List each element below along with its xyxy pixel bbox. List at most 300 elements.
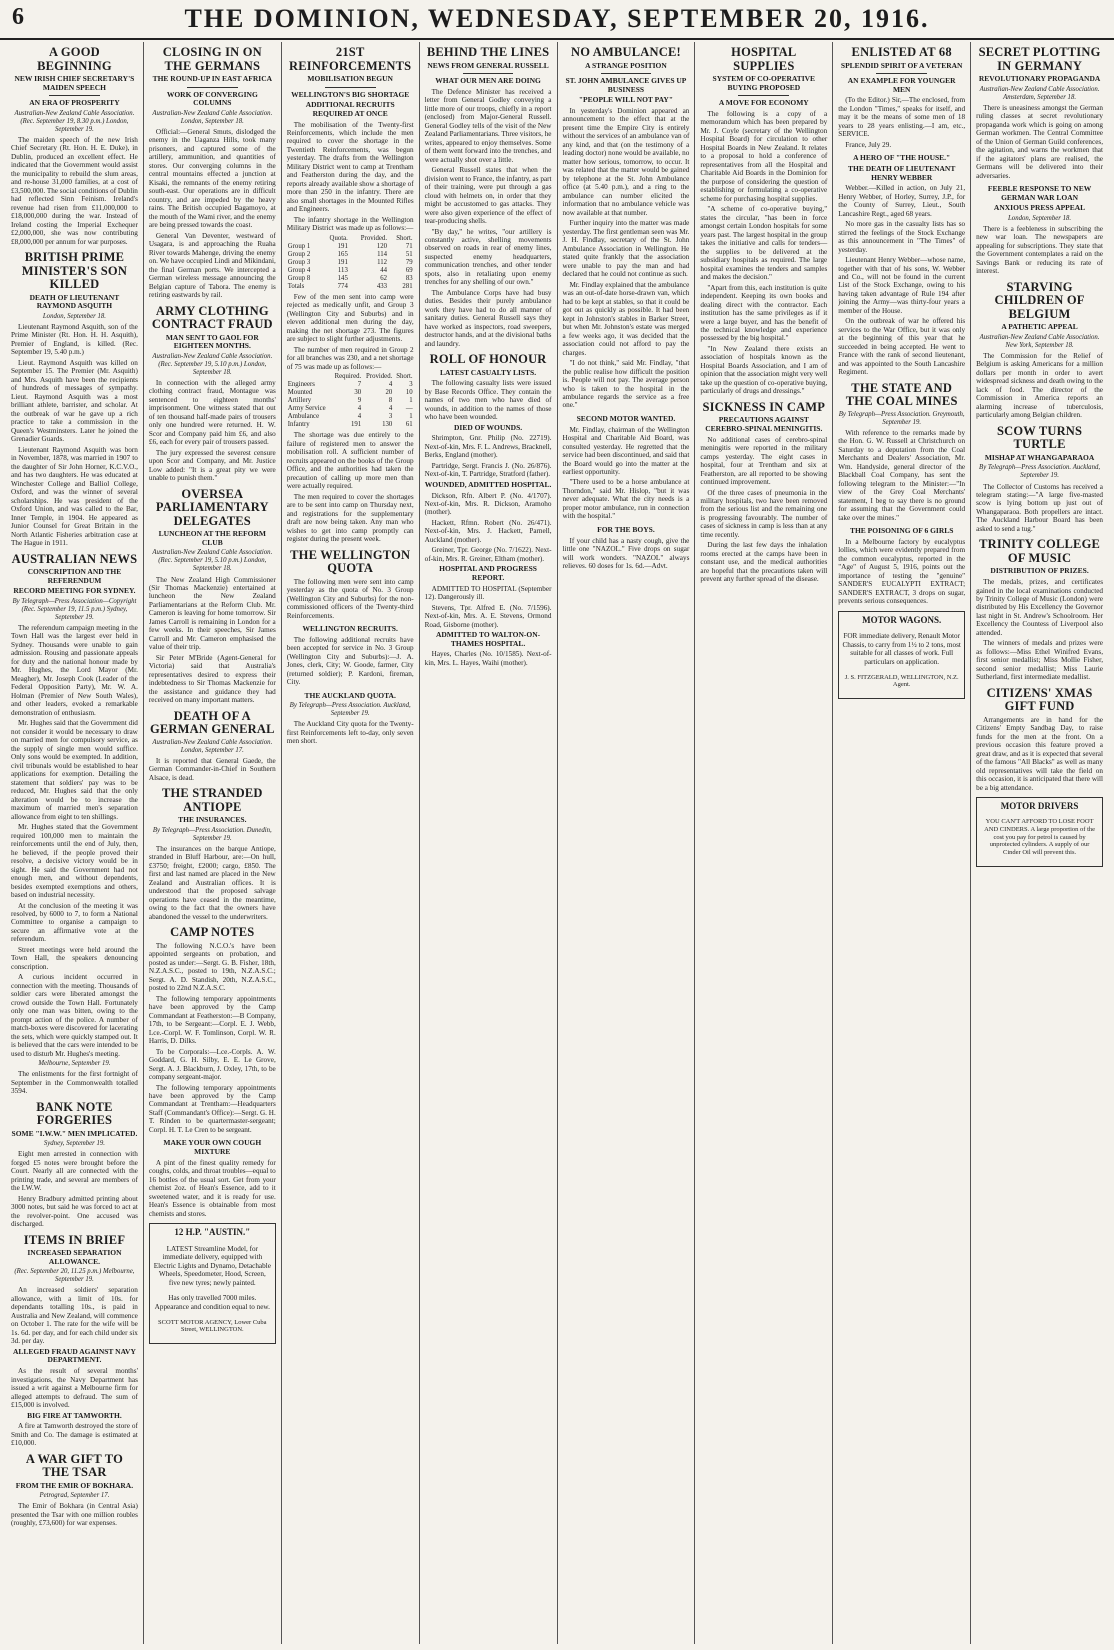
subheadline: THE INSURANCES. xyxy=(178,815,247,825)
table-cell: 30 xyxy=(354,389,362,397)
subheadline: RECORD MEETING FOR SYDNEY. xyxy=(13,586,136,596)
paragraph: There is uneasiness amongst the German ruling classes at secret revolutionary propaganda work which is going on among German workmen. The Central Committee of the Union of German Guild conferences, the agitation, and warns the workmen that if the agitators' plans are realised, the Germans will be delivered into their adversaries. xyxy=(976,103,1103,180)
subheadline: A HERO OF "THE HOUSE." xyxy=(853,153,951,163)
table-cell: 4 xyxy=(388,381,393,389)
story-poisoning-of-girls xyxy=(838,527,965,606)
paragraph: "There used to be a horse ambulance at Thorndon," said Mr. Hislop, "but it was never adequate. What the city needs is a proper motor ambulance, run in connection with the hospital." xyxy=(562,478,690,521)
table-cell: 51 xyxy=(405,250,413,258)
subheadline: THE POISONING OF 6 GIRLS xyxy=(849,526,954,536)
paragraph: The following additional recruits have been accepted for service in No. 3 Group (Wellington City and Suburbs):—J. A. Jones, clerk, City; W. Goode, farmer, City (returned soldier); P. Kardoni, fireman, City. xyxy=(286,635,414,687)
subheadline: FROM THE EMIR OF BOKHARA. xyxy=(15,1480,134,1490)
story-second-motor xyxy=(563,415,690,521)
dateline: By Telegraph—Press Association—Copyright (Rec. September 19, 11.5 p.m.) Sydney, September 19. xyxy=(12,597,137,621)
subheadline: ADMITTED TO WALTON-ON-THAMES HOSPITAL. xyxy=(435,630,541,648)
headline: ARMY CLOTHING CONTRACT FRAUD xyxy=(151,303,273,332)
table-cell: Engineers xyxy=(287,381,315,389)
column-5 xyxy=(558,42,696,1644)
paragraph: General Van Deventer, westward of Usagara, is and approaching the Ruaha River towards Mahenge, driving the enemy on. We have occupied Lindi and Mikindani, the final German ports. We intercepted a German wireless message announcing the Belgian capture of Tabora. The enemy is retiring eastwards by rail. xyxy=(148,231,276,300)
table-cell: 433 xyxy=(376,282,388,290)
story-starving-children xyxy=(976,281,1103,420)
subheadline: REVOLUTIONARY PROPAGANDA xyxy=(978,74,1101,83)
paragraph: Further inquiry into the matter was made yesterday. The first gentleman seen was Mr. J. H. Findlay, secretary of the St. John Ambulance Association in Wellington. He stated quite frankly that the association were unable to pay the man and had declared that he could not continue as such. xyxy=(562,219,690,279)
subheadline: SYSTEM OF CO-OPERATIVE BUYING PROPOSED xyxy=(712,74,816,92)
story-21st-reinforcements xyxy=(287,46,414,544)
table-cell: 71 xyxy=(405,242,413,250)
paragraph: Of the three cases of pneumonia in the military hospitals, two have been removed from the serious list and the remaining one is progressing favourably. The number of cases of sickness in camp is less than at any time recently. xyxy=(700,488,828,539)
table-cell: 191 xyxy=(351,421,362,429)
table-cell: 120 xyxy=(376,242,388,250)
paragraph: "A scheme of co-operative buying," states the circular, "has been in force amongst certain London hospitals for some years past. The largest hospital in the group takes the initiative and calls for tenders—the supplies to be delivered at the subsidiary hospitals as required. The large hospital examines the tenders and samples and makes the decision." xyxy=(700,205,828,282)
subheadline: INCREASED SEPARATION ALLOWANCE. xyxy=(27,1248,122,1266)
story-secret-plotting xyxy=(976,46,1103,180)
paragraph: The Emir of Bokhara (in Central Asia) presented the Tsar with one million roubles (roughly, £73,600) for war expenses. xyxy=(11,1502,138,1528)
dateline: Sydney, September 19. xyxy=(43,1140,106,1148)
paragraph: The mobilisation of the Twenty-first Reinforcements, which include the men required to cover the shortage in the Twentieth Reinforcements, was begun yesterday. The drafts from the Wellington Military District went to camp at Trentham and Featherston during the day, and the reports already available show a shortage of more than 250 in the infantry. There are also small shortages in the Mounted Rifles and Engineers. xyxy=(286,120,414,214)
table-cell: Group 1 xyxy=(287,242,311,250)
table-cell: 112 xyxy=(377,258,388,266)
story-german-general-death xyxy=(149,710,276,782)
column-2 xyxy=(144,42,282,1644)
paragraph: "Apart from this, each institution is quite independent. Keeping its own books and dealing direct with the contractor. Each institution has the same privileges as if it were a large buyer, and has the benefit of the technical knowledge and experience possessed by the big hospital." xyxy=(700,283,828,343)
subheadline: SPLENDID SPIRIT OF A VETERAN xyxy=(840,60,963,70)
table-cell: Group 2 xyxy=(287,250,311,258)
headline: ITEMS IN BRIEF xyxy=(23,1232,126,1247)
table-cell: 191 xyxy=(337,258,348,266)
paragraph: The infantry shortage in the Wellington Military District was made up as follows:— xyxy=(286,215,414,233)
subheadline: ANXIOUS PRESS APPEAL xyxy=(993,203,1086,213)
headline: OVERSEA PARLIAMENTARY DELEGATES xyxy=(155,486,269,528)
paragraph: On the outbreak of war he offered his services to the War Office, but it was only at the beginning of this year that he succeeded in being accepted. He went to France with the rank of second lieutenant, and was appointed to the South Lancashire Regiment. xyxy=(838,317,966,377)
paragraph: Mr. Findlay explained that the ambulance was an out-of-date horse-drawn van, which had to be kept at stables, so that it could be got out as quickly as possible. It had been kept in Johnston's stables in Barker Street, but when Mr. Johnston's estate was merged a few weeks ago, it was decided that the association could not afford to pay the charges. xyxy=(562,280,690,357)
subheadline: LATEST CASUALTY LISTS. xyxy=(440,367,537,377)
paragraph: If your child has a nasty cough, give the little one "NAZOL." Five drops on sugar will work wonders. "NAZOL" always relieves. 60 doses for 1s. 6d.—Advt. xyxy=(562,536,690,570)
table-cell: 8 xyxy=(388,397,393,405)
table-row xyxy=(287,243,414,251)
subheadline: MAKE YOUR OWN COUGH MIXTURE xyxy=(163,1138,262,1157)
story-no-ambulance xyxy=(563,46,690,410)
table-cell: 1 xyxy=(409,413,413,421)
subheadline: WORK OF CONVERGING COLUMNS xyxy=(166,89,258,108)
story-items-in-brief xyxy=(11,1234,138,1448)
table-cell: Mounted xyxy=(287,389,313,397)
table-header-cell xyxy=(287,235,321,243)
group2-table xyxy=(287,373,414,429)
subheadline: SOME "I.W.W." MEN IMPLICATED. xyxy=(11,1128,138,1138)
table-cell: Group 4 xyxy=(287,266,311,274)
story-sickness-in-camp xyxy=(700,401,827,584)
dateline: By Telegraph—Press Association. Auckland, September 19. xyxy=(979,464,1101,480)
table-cell: 10 xyxy=(405,389,413,397)
masthead-title: THE DOMINION, WEDNESDAY, SEPTEMBER 20, 1916. xyxy=(184,4,930,33)
advertisement-motor-drivers xyxy=(976,797,1103,867)
story-army-clothing-fraud xyxy=(149,305,276,483)
headline: ROLL OF HONOUR xyxy=(429,352,547,367)
story-for-the-boys xyxy=(563,526,690,571)
column-6 xyxy=(695,42,833,1644)
headline: THE WELLINGTON QUOTA xyxy=(290,547,411,576)
subheadline: NEWS FROM GENERAL RUSSELL xyxy=(427,60,549,70)
subheadline: MAN SENT TO GAOL FOR EIGHTEEN MONTHS. xyxy=(165,332,259,351)
subheadline: WOUNDED, ADMITTED HOSPITAL. xyxy=(424,479,552,489)
paragraph: The following men were sent into camp yesterday as the quota of No. 3 Group (Wellington City and Suburbs) for the non-commissioned officers of the Twenty-third Reinforcements. xyxy=(286,577,414,620)
headline: A WAR GIFT TO THE TSAR xyxy=(25,1451,124,1480)
column-7 xyxy=(833,42,971,1644)
story-australian-news xyxy=(11,553,138,1096)
paragraph: Greiner, Tpr. George (No. 7/1622). Next-of-kin, Mrs. R. Greiner, Eltham (mother). xyxy=(424,546,552,563)
paragraph: Official:—General Smuts, dislodged the enemy in the Uaganza Hills, took many prisoners, and captured some of the artillery, ammunition, and quantities of stores. Our converging columns in the central mountains effected a junction at Kisaki, the remnants of the enemy retiring south-east. Our operations are in difficult country, and are impeded by the heavy rains. The British occupied Bagamoyo, at the mouth of the Wami river, and the enemy are being pressed towards the coast. xyxy=(148,127,276,230)
table-cell: 4 xyxy=(357,405,362,413)
table-cell: 774 xyxy=(337,282,348,290)
dateline: (Rec. September 20, 11.25 p.m.) Melbourne, September 19. xyxy=(14,1268,135,1284)
headline: THE STRANDED ANTIOPE xyxy=(161,786,263,814)
dateline: Australian-New Zealand Cable Association. London, September 17. xyxy=(152,738,273,754)
divider xyxy=(49,95,100,96)
table-row xyxy=(287,421,414,429)
subheadline: DIED OF WOUNDS. xyxy=(453,422,523,432)
headline: 21ST REINFORCEMENTS xyxy=(289,45,412,73)
subheadline: HOSPITAL AND PROGRESS REPORT. xyxy=(439,564,537,582)
table-cell: 3 xyxy=(388,413,393,421)
quota-table xyxy=(287,235,414,291)
headline: STARVING CHILDREN OF BELGIUM xyxy=(994,279,1085,321)
paragraph: (To the Editor.) Sir,—The enclosed, from the London "Times," speaks for itself, and may it be the means of some men of 18 years to 28 years enlisting.—I am, etc., SERVICE. xyxy=(838,96,966,139)
table-cell: — xyxy=(405,405,413,413)
story-roll-of-honour xyxy=(425,353,552,667)
paragraph: Webber.—Killed in action, on July 21, Henry Webber, of Horley, Surrey, J.P., for the County of Surrey, Lieut., South Lancashire Regt., aged 68 years. xyxy=(838,184,966,218)
table-cell: 113 xyxy=(337,266,348,274)
table-cell: 83 xyxy=(405,274,413,282)
table-cell: 281 xyxy=(402,282,413,290)
subheadline: WELLINGTON RECRUITS. xyxy=(302,624,398,634)
paragraph: Mr. Hughes said that the Government did not consider it would be necessary to draw on married men for compulsory service, as the supply of single men would suffice. Only sons would be exempted. In addition, civil tribunals would be established to hear applications for exemption. Detailing the statement that soldiers' pay was to be reduced, Mr. Hughes said that the only alteration would be to increase the maximum of married men's separation allowance from eight to ten shillings. xyxy=(11,719,138,821)
column-3 xyxy=(282,42,420,1644)
paragraph: A curious incident occurred in connection with the meeting. Thousands of soldier cars were liberated amongst the crowd outside the Town Hall. Fortunately only one man was bitten, owing to the prompt action of the police. A number of match-boxes were discovered for lacerating the sets, which were quickly stamped out. It is believed that the cars were intended to be used to disturb Mr. Hughes's meeting. xyxy=(11,973,138,1058)
paragraph: The following casualty lists were issued by Base Records Office. They contain the names of two men who have died of wounds, in addition to the names of those who have been wounded. xyxy=(424,379,552,422)
table-header-cell: Short. xyxy=(396,373,413,381)
dateline: London, September 18. xyxy=(1008,214,1072,222)
headline: BRITISH PRIME MINISTER'S SON KILLED xyxy=(21,250,128,292)
story-bank-note-forgeries xyxy=(11,1101,138,1229)
ad-text: J. S. FITZGERALD, WELLINGTON, N.Z. Agent. xyxy=(844,673,959,689)
paragraph: Partridge, Sergt. Francis J. (No. 26/876). Next-of-kin, T. Partridge, Stratford (father). xyxy=(424,461,552,479)
advertisement-motor-wagons xyxy=(838,611,965,700)
paragraph: With reference to the remarks made by the Hon. G. W. Russell at Christchurch on Saturday to a deputation from the Coal Merchants and Dealers' Association, Mr. Wm. Handyside, general director of the Blackball Coal Company, has sent the following telegram to the Minister:—"In view of the Grey Coal Merchants' statement, I beg to say there is no ground for assuming that the Government could take over the mines." xyxy=(838,428,966,522)
ad-text: LATEST Streamline Model, for immediate delivery, equipped with Electric Lights and Dynamo, Detachable Wheels, Speedometer, Hood, Screen, five new tyres; newly painted. xyxy=(153,1244,271,1287)
paragraph: Mr. Hughes stated that the Government required 100,000 men to maintain the reinforcements until the end of July, then, he believed, if the people proved their resolve, a decisive victory would be in sight. He said the Government had not enough men, and without dependents, besides exempted exemptions and others, based on industrial necessity. xyxy=(11,823,138,900)
story-trinity-college xyxy=(976,538,1103,681)
subheadline: WELLINGTON'S BIG SHORTAGE xyxy=(291,89,410,99)
subheadline: ST. JOHN AMBULANCE GIVES UP BUSINESS xyxy=(565,76,687,94)
subheadline: AN ERA OF PROSPERITY xyxy=(29,98,120,108)
headline: THE STATE AND THE COAL MINES xyxy=(845,380,958,409)
table-cell: 69 xyxy=(405,266,413,274)
subheadline: THE DEATH OF LIEUTENANT HENRY WEBBER xyxy=(848,163,956,182)
headline: BEHIND THE LINES xyxy=(426,45,550,59)
story-xmas-gift-fund xyxy=(976,687,1103,792)
paragraph: No additional cases of cerebro-spinal meningitis were reported in the military camps yesterday. The eight cases in hospital, four at Trentham and six at Featherston, are all reported to be showing continued improvement. xyxy=(700,435,828,487)
story-war-loan xyxy=(976,185,1103,276)
subheadline: DISTRIBUTION OF PRIZES. xyxy=(990,566,1089,576)
table-header-cell: Short. xyxy=(396,234,413,242)
paragraph: The Ambulance Corps have had busy duties. Besides their purely ambulance work they have had to do all manner of sanitary duties. General Russell says they have worked as inspectors, road sweepers, destructor hands, and at the divisional baths and laundry. xyxy=(424,288,552,348)
table-cell: Group 3 xyxy=(287,258,311,266)
paragraph: Hackett, Rfmn. Robert (No. 26/471). Next-of-kin, Mrs. J. Hackett, Parnell, Auckland (mother). xyxy=(424,518,552,544)
dateline: Petrograd, September 17. xyxy=(39,1492,110,1500)
story-hero-of-the-house xyxy=(838,154,965,377)
masthead xyxy=(0,0,1114,40)
subheadline: FEEBLE RESPONSE TO NEW GERMAN WAR LOAN xyxy=(987,184,1092,202)
table-header-cell xyxy=(287,373,331,381)
headline: CAMP NOTES xyxy=(170,925,255,940)
table-header-row xyxy=(287,373,414,381)
table-row xyxy=(287,381,414,389)
paragraph: "In New Zealand there exists an association of hospitals known as the Hospital Boards Association, and I am of opinion that the association might very well take up the question of co-operative buying, particularly of drugs and dressings." xyxy=(700,344,828,396)
subheadline: A MOVE FOR ECONOMY xyxy=(718,98,809,108)
paragraph: Lieutenant Raymond Asquith was born in November, 1878, was married in 1907 to the daughter of Sir John Horner, K.C.V.O., and has two daughters. He was educated at Winchester College and Balliol College, Oxford, and was the winner of several scholarships. He was president of the Oxford Union, and was called to the Bar, Inner Temple, in 1904. He appeared as Junior Counsel for Great Britain in the North Atlantic Fisheries arbitration case at The Hague in 1911. xyxy=(11,445,138,548)
table-cell: 44 xyxy=(380,266,388,274)
table-cell: Ambulance xyxy=(287,413,320,421)
subheadline: MOBILISATION BEGUN xyxy=(307,74,393,83)
table-header-cell: Quota. xyxy=(329,234,348,242)
table-row xyxy=(287,267,414,275)
column-4 xyxy=(420,42,558,1644)
subheadline: PRECAUTIONS AGAINST CEREBRO-SPINAL MENINGITIS. xyxy=(705,415,823,433)
column-8 xyxy=(971,42,1108,1644)
paragraph: The maiden speech of the new Irish Chief Secretary (Rt. Hon. H. E. Duke), in Dublin, produced an excellent effect. He indicated that the Government would assist the municipality to rebuild the slum areas, and re-house 31,000 families, at a cost of £3,500,000. The social conditions of Dublin had reflected Sinn Feinism. Ireland's revenue had risen from £11,000,000 to £18,000,000 during the war. Instead of Ireland costing the Imperial Exchequer £2,000,000, she was now contributing £8,000,000 per annum for war purposes. xyxy=(11,135,138,246)
subheadline: FOR THE BOYS. xyxy=(597,524,655,534)
divider xyxy=(325,87,376,88)
paragraph: The insurances on the barque Antiope, stranded in Bluff Harbour, are:—On hull, £3750; freight, £2000; cargo, £850. The first and last named are placed in the New Zealand and Australian offices. It is understood that the proposed salvage operations have ceased in the meantime, owing to the fact that the owners have abandoned the vessel to the underwriters. xyxy=(148,844,276,921)
story-camp-notes xyxy=(149,926,276,1134)
dateline: Australian-New Zealand Cable Association. (Rec. September 19, 5.10 p.m.) London, September 18. xyxy=(152,549,273,573)
headline: NO AMBULANCE! xyxy=(570,45,681,59)
subheadline: LUNCHEON AT THE REFORM CLUB xyxy=(158,529,266,547)
paragraph: The referendum campaign meeting in the Town Hall was the largest ever held in Sydney. Thousands were unable to gain admission. Rousing and passionate appeals for duty and the national honour made by Mr. Hughes, the Lord Mayor (Mr. Meagher), Mr. Joseph Cook (Leader of the Federal Opposition Party), Mr. W. A. Holman (Premier of New South Wales), and other leaders, evoked a remarkable demonstration of enthusiasm. xyxy=(11,624,138,717)
table-cell: 20 xyxy=(385,389,393,397)
paragraph: France, July 29. xyxy=(845,140,892,149)
dateline: By Telegraph—Press Association. Dunedin, September 19. xyxy=(152,826,272,842)
dateline: Australian-New Zealand Cable Association. London, September 18. xyxy=(152,109,273,125)
table-row xyxy=(287,251,414,259)
paragraph: The shortage was due entirely to the failure of registered men to answer the mobilisation roll. A sufficient number of recruits appeared on the books of the Group Office, and the authorities had taken the precaution of calling up more men than were actually required. xyxy=(286,431,414,491)
story-a-good-beginning xyxy=(11,46,138,246)
table-cell: Group 8 xyxy=(287,274,311,282)
paragraph: "By day," he writes, "our artillery is constantly active, shelling movements observed on roads in rear of enemy lines, suspected enemy headquarters, communication trenches, and other tender spots, also in retaliating upon enemy trenches for any shelling of our own." xyxy=(424,227,552,287)
subheadline: THE AUCKLAND QUOTA. xyxy=(304,690,396,700)
dateline: By Telegraph—Press Association. Greymouth, September 19. xyxy=(838,410,965,426)
table-cell: 61 xyxy=(405,421,413,429)
headline: ENLISTED AT 68 xyxy=(851,45,952,59)
subheadline: ALLEGED FRAUD AGAINST NAVY DEPARTMENT. xyxy=(13,1346,136,1365)
dateline: Australian-New Zealand Cable Association. (Rec. September 19, 5.10 p.m.) London, September 18. xyxy=(152,352,273,376)
paragraph: No more gas in the casualty lists has so stirred the feelings of the Stock Exchange as this announcement in "The Times" of yesterday. xyxy=(838,220,966,254)
story-wellington-recruits xyxy=(287,625,414,687)
dateline: Australian-New Zealand Cable Association. New York, September 18. xyxy=(979,333,1100,349)
paragraph: Lieutenant Henry Webber—whose name, together with that of his sons, W. Webber and Co., will not be found in the current List of the Stock Exchange, owing to his having taken advantage of Rule 194 after joining the Army—was thirty-four years a member of the House. xyxy=(838,256,966,315)
table-header-cell: Required. xyxy=(334,373,362,381)
paragraph: It is reported that General Gaede, the German Commander-in-Chief in Southern Alsace, is dead. xyxy=(148,756,276,782)
ad-text: Has only travelled 7000 miles. Appearance and condition equal to new. xyxy=(154,1294,270,1311)
dateline: Australian-New Zealand Cable Association. (Rec. September 19, 8.30 p.m.) London, September 19. xyxy=(14,109,135,133)
paragraph: An increased soldiers' separation allowance, with a limit of 10s. for dependants totalling 10s., is paid in Australia and New Zealand, will commence on October 1. The rate for the wife will be 1s. 6d. per day, and for each child under six 3d. per day. xyxy=(11,1286,138,1346)
subheadline: AN EXAMPLE FOR YOUNGER MEN xyxy=(847,76,956,94)
paragraph: Street meetings were held around the Town Hall, the speakers denouncing conscription. xyxy=(11,945,138,971)
table-cell: 62 xyxy=(380,274,388,282)
paragraph: Lieutenant Raymond Asquith, son of the Prime Minister (Rt. Hon. H. H. Asquith), Premier of England, is killed. (Rec. September 19, 5.40 p.m.) xyxy=(11,322,138,357)
divider xyxy=(463,73,514,74)
paragraph: Lieut. Raymond Asquith was killed on September 15. The Premier (Mr. Asquith) and Mrs. Asquith have been the recipients of hundreds of messages of sympathy. Lieut. Raymond Asquith was a most brilliant athlete, barrister, and scholar. At the outbreak of war he gave up a rich practice to take a commission in the Queen's Westminsters. Later he joined the Grenadier Guards. xyxy=(11,358,138,444)
paragraph: The winners of medals and prizes were as follows:—Miss Ethel Winifred Evans, first senior medallist; Miss Mollie Fisher, second senior medallist; Miss Laurie Sutherland, first intermediate medallist. xyxy=(976,639,1103,682)
table-cell: 79 xyxy=(405,258,413,266)
subheadline: A STRANGE POSITION xyxy=(585,60,667,70)
story-closing-in-on-germans xyxy=(149,46,276,300)
table-row xyxy=(287,259,414,267)
subheadline: DEATH OF LIEUTENANT RAYMOND ASQUITH xyxy=(29,292,120,311)
paragraph: Sir Peter M'Bride (Agent-General for Victoria) said that Australia's representatives desired to express their indebtedness to Sir Thomas Mackenzie for the assistance and guidance they had received on many important matters. xyxy=(148,653,276,705)
table-header-cell: Provided. xyxy=(366,373,393,381)
paragraph: The enlistments for the first fortnight of September in the Commonwealth totalled 3594. xyxy=(11,1070,138,1096)
paragraph: General Russell states that when the division went to France, the infantry, as part of their training, were put through a gas cloud with helmets on, in order that they might be accustomed to gas attacks. They were also given experience of the effect of tear-producing shells. xyxy=(424,166,552,226)
headline: CLOSING IN ON THE GERMANS xyxy=(162,45,262,73)
story-stranded-antiope xyxy=(149,787,276,921)
story-oversea-delegates xyxy=(149,488,276,705)
paragraph: In yesterday's Dominion appeared an announcement to the effect that at the present time the Empire City is entirely without the services of an ambulance van of any kind, and that (on the testimony of a leading doctor) none would be available, no matter how serious, tomorrow, to occur. It was related that the matter would be gained by telephone at the St. John Ambulance office (at 5.40 p.m.), and a ring to the ambulance can number elicited the information that no ambulance vehicle was now available at that number. xyxy=(562,107,690,217)
subheadline: NEW IRISH CHIEF SECRETARY'S MAIDEN SPEECH xyxy=(14,74,135,92)
table-row xyxy=(287,389,414,397)
ad-headline: MOTOR WAGONS. xyxy=(862,614,942,625)
paragraph: The medals, prizes, and certificates gained in the local examinations conducted by Trinity College of Music (London) were distributed by His Excellency the Governor last night in St. Andrew's Schoolroom. Her Excellency the Countess of Liverpool also attended. xyxy=(976,578,1103,637)
paragraph: At the conclusion of the meeting it was resolved, by 6000 to 7, to form a National Committee to organise a campaign to secure an affirmative vote at the referendum. xyxy=(11,901,138,944)
table-row xyxy=(287,397,414,405)
story-cough-mixture xyxy=(149,1139,276,1218)
story-auckland-quota xyxy=(287,692,414,746)
headline: SECRET PLOTTING IN GERMANY xyxy=(978,45,1101,73)
paragraph: The Auckland City quota for the Twenty-first Reinforcements left to-day, only seven men short. xyxy=(286,720,414,746)
paragraph: The following temporary appointments have been approved by the Camp Commandant at Featherston:—B Company, 17th, to be Sergeant:—Corpl. E. J. Webb, Lce.-Corpl. W. F. Tomlinson, Corpl. W. R. Harris, D. Dilks. xyxy=(148,994,276,1046)
headline: TRINITY COLLEGE OF MUSIC xyxy=(979,537,1101,565)
story-behind-the-lines xyxy=(425,46,552,348)
story-enlisted-at-68 xyxy=(838,46,965,149)
paragraph: The New Zealand High Commissioner (Sir Thomas Mackenzie) entertained at luncheon the New Zealand Parliamentarians at the Reform Club. Mr. Cameron is leaving for home tomorrow. Sir James Carroll is remaining in London for a few weeks. In their speeches, Sir James Carroll and Mr. Cameron emphasised the value of their trip. xyxy=(148,575,276,652)
story-war-gift-to-tsar xyxy=(11,1453,138,1528)
ad-text: YOU CAN'T AFFORD TO LOSE FOOT AND CINDERS. A large proportion of the cost you pay for petrol is caused by unprotected cylinders. A supply of our Cinder Oil will prevent this. xyxy=(984,818,1096,856)
subheadline: CONSCRIPTION AND THE REFERENDUM xyxy=(27,567,122,585)
paragraph: During the last few days the inhalation rooms erected at the camps have been in constant use, and the medical authorities are hopeful that the precautions taken will prevent any further spread of the disease. xyxy=(700,541,828,584)
ad-text: FOR immediate delivery, Renault Motor Chassis, to carry from 1½ to 2 tons, most suitable for all classes of work. Full particulars on application. xyxy=(842,632,961,666)
table-row xyxy=(287,413,414,421)
paragraph: Stevens, Tpr. Alfred E. (No. 7/1596). Next-of-kin, Mrs. A. E. Stevens, Ormond Road, Gisborne (mother). xyxy=(424,603,552,629)
dateline: London, September 18. xyxy=(42,312,106,320)
headline: HOSPITAL SUPPLIES xyxy=(731,45,797,73)
advertisement-austin xyxy=(149,1223,276,1344)
paragraph: ADMITTED TO HOSPITAL (September 12). Dangerously ill. xyxy=(424,584,552,602)
table-row xyxy=(287,283,414,291)
divider xyxy=(187,87,238,88)
table-cell: 9 xyxy=(357,397,362,405)
subheadline: THE ROUND-UP IN EAST AFRICA xyxy=(152,74,273,83)
subheadline: ADDITIONAL RECRUITS REQUIRED AT ONCE xyxy=(305,100,395,118)
table-row xyxy=(287,405,414,413)
paragraph: "I do not think," said Mr. Findlay, "that the public realise how difficult the position is. People will not pay. The average person who is taken to the hospital in the ambulance regards the service as a free one." xyxy=(562,359,690,410)
table-cell: Totals xyxy=(287,282,305,290)
paragraph: The following N.C.O.'s have been appointed sergeants on probation, and posted as under:—Sergt. G. B. Fisher, 18th, N.Z.A.S.C., posted to 19th, N.Z.A.S.C.; Sergt. A. D. Standish, 20th, N.Z.A.S.C., posted to 22nd N.Z.A.S.C. xyxy=(148,941,276,993)
table-cell: 191 xyxy=(337,242,348,250)
paragraph: Eight men arrested in connection with forged £5 notes were brought before the Court. Nearly all are connected with the printing trade, and several are members of the I.W.W. xyxy=(11,1150,138,1193)
ad-text: SCOTT MOTOR AGENCY, Lower Cuba Street, WELLINGTON. xyxy=(158,1318,267,1334)
subheadline: BIG FIRE AT TAMWORTH. xyxy=(27,1410,122,1420)
story-state-and-coal-mines xyxy=(838,382,965,522)
table-cell: 3 xyxy=(409,381,413,389)
headline: A GOOD BEGINNING xyxy=(37,45,112,73)
paragraph: Few of the men sent into camp were rejected as medically unfit, and Group 3 (Wellington City and Suburbs) and in eleven additional men during the day, making the net shortage 273. The figures are subject to slight further adjustments. xyxy=(286,292,414,344)
table-cell: Artillery xyxy=(287,397,312,405)
table-cell: 165 xyxy=(337,250,348,258)
divider xyxy=(738,95,789,96)
ad-headline: MOTOR DRIVERS xyxy=(1000,801,1079,812)
subheadline: SECOND MOTOR WANTED. xyxy=(576,413,676,423)
table-cell: 130 xyxy=(382,421,393,429)
subheadline: "PEOPLE WILL NOT PAY" xyxy=(578,95,673,105)
headline: SCOW TURNS TURTLE xyxy=(996,423,1083,452)
paragraph: Arrangements are in hand for the Citizens' Empty Sandbag Day, to raise funds for the men at the front. On a previous occasion this feature proved a great draw, and as it is expected that several of the famous "All Blacks" as well as many old representatives will take the field on this occasion, it is anticipated that there will be a big attendance. xyxy=(976,715,1103,792)
table-cell: 4 xyxy=(388,405,393,413)
story-hospital-supplies xyxy=(700,46,827,396)
dateline: Australian-New Zealand Cable Association. Amsterdam, September 18. xyxy=(979,85,1100,101)
paragraph: The Collector of Customs has received a telegram stating:—"A large five-masted scow is lying bottom up just out of Whangaparaoa. Both propellers are intact. The Auckland Harbour Board has been asked to send a tug." xyxy=(976,482,1103,533)
column-grid xyxy=(6,42,1108,1644)
paragraph: The following temporary appointments have been approved by the Camp Commandant at Trentham:—Headquarters Staff (Commandant's Office):—Sergt. G. H. T. Rinden to be quartermaster-sergeant; Corpl. H. T. Le Cren to be sergeant. xyxy=(148,1083,276,1134)
paragraph: Henry Bradbury admitted printing about 3000 notes, but said he was forced to act at the revolver-point. One accused was discharged. xyxy=(11,1194,138,1229)
table-cell: Army Service xyxy=(287,405,326,413)
headline: AUSTRALIAN NEWS xyxy=(11,551,138,566)
paragraph: In a Melbourne factory by eucalyptus lollies, which were evidently prepared from the common eucalyptus, reported in the "Age" of August 5, 1916, points out the importance of testing the "genuine" SANDER'S EUCALYPTI EXTRACT; SANDER'S EXTRACT, 3 drops on sugar, prevents serious consequences. xyxy=(838,537,966,606)
paragraph: Shrimpton, Gnr. Philip (No. 22719). Next-of-kin, Mrs. F. L. Andrews, Bracknell, Berks, England (mother). xyxy=(424,434,552,460)
table-cell: 4 xyxy=(357,413,362,421)
subheadline: A PATHETIC APPEAL xyxy=(1001,322,1078,332)
divider xyxy=(876,73,927,74)
paragraph: The following is a copy of a memorandum which has been prepared by Mr. J. Coyle (secretary of the Wellington Hospital Board) for circulation to other Hospital Boards in New Zealand. It relates to a proposal to hold a conference of representatives from all the Hospital and Charitable Aid Boards in the Dominion for the purpose of considering the question of establishing or formulating a co-operative scheme for purchasing hospital supplies. xyxy=(700,109,828,203)
divider xyxy=(601,73,652,74)
paragraph: To be Corporals:—Lce.-Corpls. A. W. Goddard, G. H. Silby, E. E. Le Grove, Sergt. A. J. Blackburn, J. Oxley, 17th, to be company sergeant-major. xyxy=(148,1047,276,1082)
subheadline: WHAT OUR MEN ARE DOING xyxy=(435,76,541,86)
table-header-cell: Provided. xyxy=(360,234,388,242)
table-cell: 145 xyxy=(337,274,348,282)
story-prime-minister-son-killed xyxy=(11,251,138,547)
headline: BANK NOTE FORGERIES xyxy=(36,1099,113,1128)
column-1 xyxy=(6,42,144,1644)
table-row xyxy=(287,275,414,283)
paragraph: Dickson, Rfn. Albert P. (No. 4/1707). Next-of-kin, Mrs. R. Dickson, Aramoho (mother). xyxy=(424,491,552,517)
paragraph: In connection with the alleged army clothing contract fraud, Montague was sentenced to eighteen months' imprisonment. One witness stated that out of ten thousand half-made pairs of trousers only one hundred were returned. H. W. Scor and Company paid him £6, and also £6, each for every pair of trousers passed. xyxy=(148,378,276,447)
paragraph: A pint of the finest quality remedy for coughs, colds, and throat troubles—equal to 16 bottles of the usual sort. Get from your chemist 2oz. of Hean's Essence, add to it sweetened water, and it is ready for use. Hean's Essence is obtainable from most chemists and stores. xyxy=(148,1158,276,1218)
ad-headline: 12 H.P. "AUSTIN." xyxy=(174,1227,251,1238)
paragraph: The men required to cover the shortages are to be sent into camp on Thursday next, and registrations for the supplementary draft are now being taken. Any man who wishes to get into camp promptly can register during the present week. xyxy=(286,492,414,544)
story-wellington-quota xyxy=(287,549,414,620)
table-cell: 1 xyxy=(409,397,413,405)
story-scow-turns-turtle xyxy=(976,425,1103,534)
paragraph: The number of men required in Group 2 for all branches was 230, and a net shortage of 75 was made up as follows:— xyxy=(286,345,414,371)
paragraph: Hayes, Charles (No. 10/1585). Next-of-kin, Mrs. L. Hayes, Waihi (mother). xyxy=(424,650,552,667)
paragraph: The Commission for the Relief of Belgium is asking Americans for a million dollars per month in order to avert widespread sickness and death owing to the lack of food. The director of the Commission in America reports an alarming increase of tuberculosis, particularly among Belgian children. xyxy=(976,351,1103,420)
paragraph: The jury expressed the severest censure upon Scor and Company, and Mr. Justice Low added: "It is a great pity we were unable to punish them." xyxy=(148,448,276,483)
paragraph: A fire at Tamworth destroyed the store of Smith and Co. The damage is estimated at £10,000. xyxy=(11,1422,138,1448)
paragraph: The Defence Minister has received a letter from General Godley conveying a little more of our troops, chiefly in a report (enclosed) from Major-General Russell. General Godley tells of the visit of the New Zealand Parliamentarians. Three visitors, he writes, appeared to enjoy themselves. Some of them went forward into the trenches, and were actually shot over a little. xyxy=(424,87,552,164)
table-cell: 114 xyxy=(377,250,388,258)
headline: SICKNESS IN CAMP xyxy=(702,399,826,414)
headline: CITIZENS' XMAS GIFT FUND xyxy=(986,685,1093,714)
paragraph: As the result of several months' investigations, the Navy Department has issued a writ against a Melbourne firm for alleged attempts to defraud. The sum of £15,000 is involved. xyxy=(11,1367,138,1410)
paragraph: There is a feebleness in subscribing the new war loan. The newspapers are appealing for subscriptions. They state that the Government contemplates a raid on the Savings Bank or reducing its rate of interest. xyxy=(976,224,1103,276)
